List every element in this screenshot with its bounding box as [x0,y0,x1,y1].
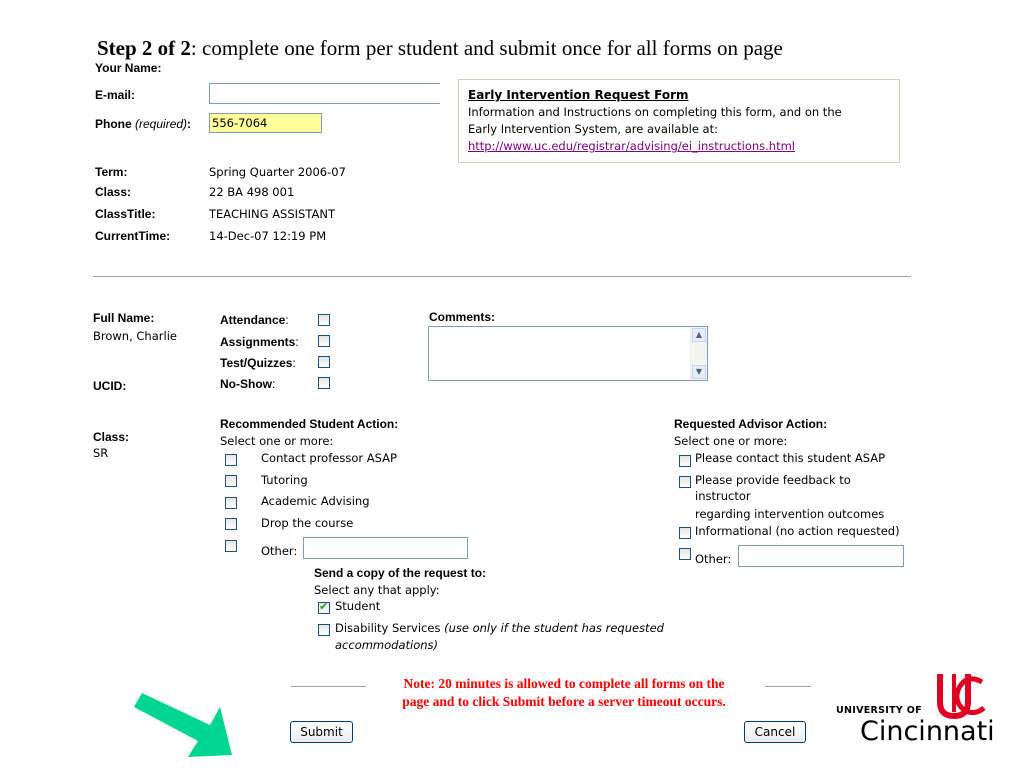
rec-tutoring-checkbox[interactable] [225,475,237,487]
advisor-title: Requested Advisor Action: [674,417,828,431]
instructions-box [458,79,900,163]
concern-tests-label: Test/Quizzes: [220,356,296,370]
adv-feedback-label3: regarding intervention outcomes [695,507,885,521]
ucid-label: UCID: [93,379,127,393]
rec-other-input[interactable] [303,537,468,559]
divider [93,276,911,277]
rec-contact-checkbox[interactable] [225,454,237,466]
rec-advising-label: Academic Advising [261,494,370,508]
adv-feedback-label2: instructor [695,489,751,503]
concern-noshow-label: No-Show: [220,377,276,391]
currenttime-value: 14-Dec-07 12:19 PM [209,229,327,243]
your-name-label: Your Name: [95,61,162,75]
arrow-icon [128,685,238,760]
scroll-up-icon[interactable]: ▲ [692,328,706,342]
phone-label: Phone (required): [95,117,192,131]
adv-info-label: Informational (no action requested) [695,524,900,538]
rec-drop-label: Drop the course [261,516,354,530]
university-logo [836,668,1006,758]
adv-feedback-label1: Please provide feedback to [695,473,851,487]
comments-label: Comments: [429,310,496,324]
rec-other-label: Other: [261,544,298,558]
copy-subtitle: Select any that apply: [314,583,440,597]
recommended-title: Recommended Student Action: [220,417,399,431]
logo-cincinnati: Cincinnati [860,716,995,747]
phone-input[interactable] [209,113,322,133]
instructions-line1: Information and Instructions on completing this form, and on the [468,105,842,119]
instructions-link[interactable]: http://www.uc.edu/registrar/advising/ei_instructions.html [468,139,795,153]
copy-student-label: Student [335,599,381,613]
concern-assignments-checkbox[interactable] [318,335,330,347]
advisor-subtitle: Select one or more: [674,434,788,448]
class-label: Class: [95,185,132,199]
adv-contact-label: Please contact this student ASAP [695,451,886,465]
comments-scrollbar[interactable] [690,327,707,380]
scroll-down-icon[interactable]: ▼ [692,365,706,379]
copy-disability-label: Disability Services (use only if the student has requested [335,621,664,635]
rec-tutoring-label: Tutoring [261,473,308,487]
logo-university-of: UNIVERSITY OF [836,705,922,716]
timeout-note: Note: 20 minutes is allowed to complete all forms on the page and to click Submit before a server timeout occurs. [402,676,726,709]
concern-attendance-checkbox[interactable] [318,314,330,326]
rec-other-checkbox[interactable] [225,540,237,552]
fullname-value: Brown, Charlie [93,329,177,343]
adv-other-checkbox[interactable] [679,548,691,560]
adv-other-input[interactable] [738,545,904,567]
instructions-title: Early Intervention Request Form [468,88,689,102]
page-title: Step 2 of 2: complete one form per student and submit once for all forms on page [97,36,783,60]
term-label: Term: [95,165,128,179]
concern-attendance-label: Attendance: [220,313,289,327]
term-value: Spring Quarter 2006-07 [209,165,346,179]
concern-tests-checkbox[interactable] [318,356,330,368]
email-label: E-mail: [95,88,136,102]
student-class-label: Class: [93,430,130,444]
copy-student-checkbox[interactable] [318,602,330,614]
comments-textarea[interactable] [428,326,708,381]
rec-contact-label: Contact professor ASAP [261,451,397,465]
cancel-button[interactable]: Cancel [744,721,806,743]
rec-advising-checkbox[interactable] [225,497,237,509]
concern-assignments-label: Assignments: [220,335,299,349]
concern-noshow-checkbox[interactable] [318,377,330,389]
copy-disability-note: accommodations) [335,638,439,652]
rec-drop-checkbox[interactable] [225,518,237,530]
instructions-line2: Early Intervention System, are available at: [468,122,718,136]
fullname-label: Full Name: [93,311,155,325]
adv-contact-checkbox[interactable] [679,455,691,467]
copy-title: Send a copy of the request to: [314,566,487,580]
currenttime-label: CurrentTime: [95,229,171,243]
adv-feedback-checkbox[interactable] [679,476,691,488]
recommended-subtitle: Select one or more: [220,434,334,448]
email-input[interactable] [209,83,440,104]
classtitle-label: ClassTitle: [95,207,156,221]
student-class-value: SR [93,446,109,460]
adv-info-checkbox[interactable] [679,527,691,539]
submit-button[interactable]: Submit [290,721,353,743]
class-value: 22 BA 498 001 [209,185,295,199]
copy-disability-checkbox[interactable] [318,624,330,636]
classtitle-value: TEACHING ASSISTANT [209,207,335,221]
adv-other-label: Other: [695,552,732,566]
